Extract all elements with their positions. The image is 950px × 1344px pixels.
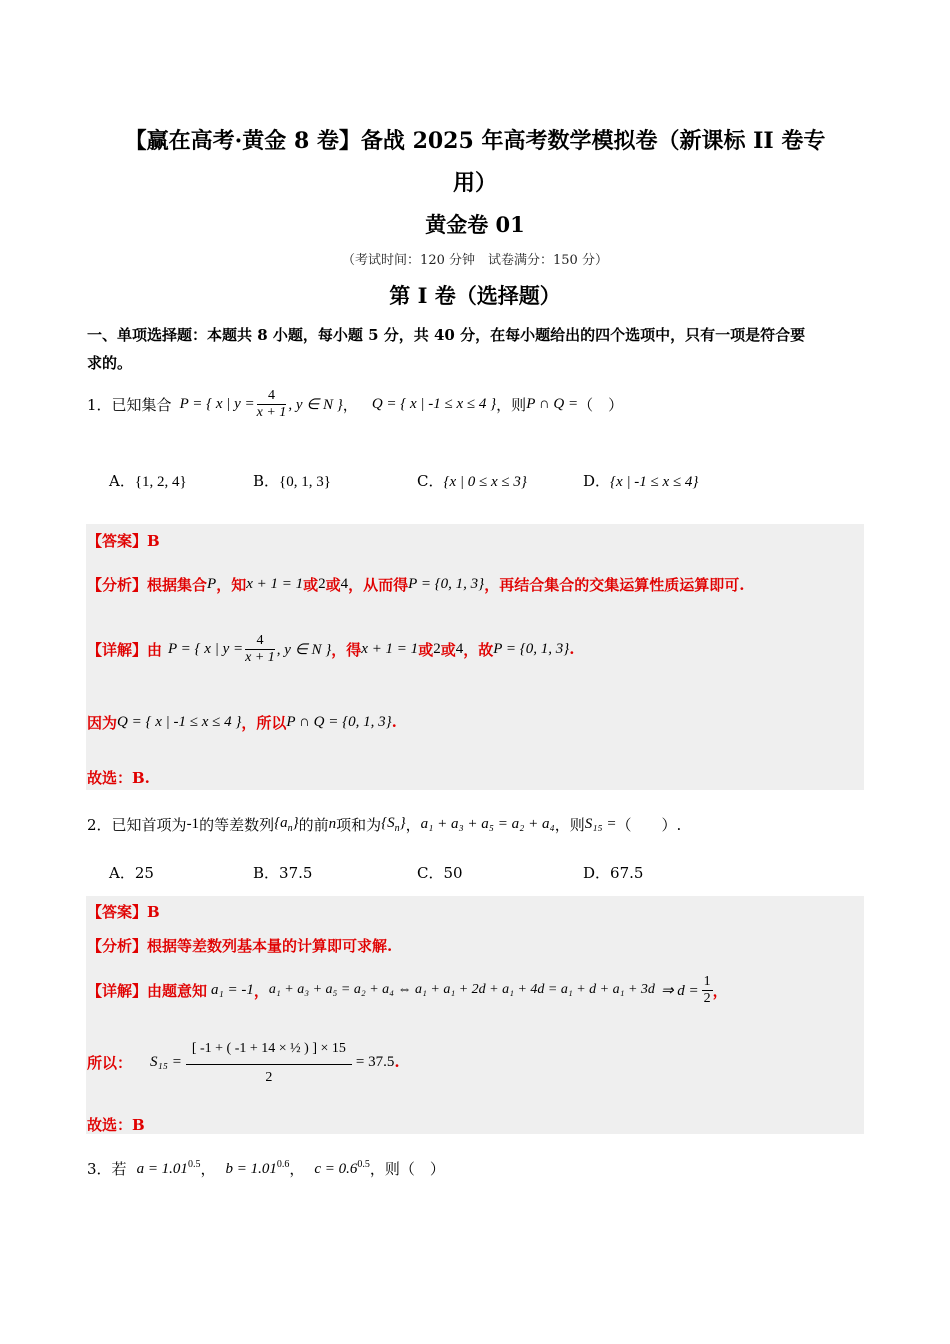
- q1-analysis-eq: x + 1 = 1: [246, 575, 304, 592]
- document-title-line1: 【赢在高考·黄金 8 卷】备战 2025 年高考数学模拟卷（新课标 II 卷专: [124, 128, 826, 154]
- q2-option-a[interactable]: [109, 862, 154, 883]
- q1-detail-tag: 【详解】: [87, 640, 148, 659]
- q2-sum-sub: n: [394, 822, 400, 834]
- q2-sum-end: }: [399, 814, 406, 831]
- q2-first: -1: [186, 815, 200, 832]
- q1-so-dot: .: [391, 713, 397, 731]
- q2-option-c[interactable]: [417, 862, 463, 883]
- q1-analysis-d: ，再结合集合的交集运算性质运算即可.: [484, 575, 745, 594]
- q3-sep1: ，: [200, 1159, 216, 1178]
- q2-detail-tag: 【详解】: [87, 981, 148, 1000]
- q1-because: [87, 704, 397, 740]
- q2-option-d-label: D．: [583, 864, 611, 882]
- q2-s15-dot: .: [394, 1053, 400, 1071]
- q1-detail-or1: 或: [418, 640, 434, 659]
- q2-option-b[interactable]: [253, 862, 312, 883]
- q1-expr: P ∩ Q =: [526, 395, 579, 412]
- q1-detail-2: 2: [433, 640, 441, 657]
- q1-because-q: Q = { x | -1 ≤ x ≤ 4 }: [117, 713, 242, 730]
- section-title: 第 I 卷（选择题）: [389, 283, 561, 308]
- q2-option-a-label: A．: [109, 864, 135, 882]
- q1-analysis-c: ，从而得: [348, 575, 409, 594]
- q1-analysis-4: 4: [340, 575, 349, 592]
- q3-b-exp: 0.6: [276, 1158, 290, 1170]
- q1-analysis-or1: 或: [303, 575, 319, 594]
- q2-seq-end: }: [292, 814, 299, 831]
- instructions-line1: 一、单项选择题：本题共 8 小题，每小题 5 分，共 40 分，在每小题给出的四个选项中，只有一项是符合要: [87, 326, 806, 344]
- instructions-line2: 求的。: [87, 354, 133, 372]
- q1-option-d-value: {x | -1 ≤ x ≤ 4}: [610, 474, 699, 490]
- q2-detail: [87, 968, 728, 1012]
- q1-option-b[interactable]: [253, 470, 331, 491]
- q2-detail-d-den: 2: [703, 990, 711, 1006]
- q2-sum: [381, 815, 406, 834]
- q1-detail-dot: .: [569, 640, 575, 658]
- q1-lead: 已知集合: [111, 395, 172, 414]
- q3-c-expr: [314, 1159, 370, 1178]
- q2-answer-box: [86, 896, 864, 1134]
- q3-number: 3．: [87, 1159, 112, 1178]
- q2-seq: [274, 815, 299, 834]
- question-3: [87, 1150, 445, 1186]
- document-subtitle: 黄金卷 01: [425, 212, 525, 237]
- q1-analysis-or2: 或: [325, 575, 341, 594]
- q2-target: S₁₅ =: [584, 815, 617, 832]
- exam-info: （考试时间：120 分钟 试卷满分：150 分）: [342, 253, 608, 268]
- question-2: [87, 806, 681, 842]
- q1-choose: 故选：B.: [87, 769, 150, 787]
- q3-c-exp: 0.5: [357, 1158, 370, 1170]
- q2-detail-end: ，: [712, 981, 728, 1000]
- q2-cond: a₁ + a₃ + a₅ = a₂ + a₄: [420, 815, 555, 832]
- q1-because-label: 因为: [87, 713, 118, 732]
- q2-e: ，: [405, 815, 421, 834]
- q1-set-q: Q = { x | -1 ≤ x ≤ 4 }: [371, 395, 497, 412]
- q2-paren: （ ）.: [616, 815, 682, 834]
- q1-frac-den: x + 1: [256, 404, 287, 420]
- q2-b: 的等差数列: [199, 815, 275, 834]
- document-title-line2: 用）: [452, 170, 497, 196]
- q1-option-c[interactable]: [417, 470, 527, 491]
- q1-option-d[interactable]: [583, 470, 698, 491]
- q2-detail-comma: ，: [253, 981, 269, 1000]
- q2-seq-a: {a: [274, 814, 288, 831]
- q1-analysis-a: 根据集合: [147, 575, 208, 594]
- q1-so-label: ，所以: [241, 713, 287, 732]
- q2-seq-sub: n: [287, 822, 293, 834]
- q3-a-expr: [137, 1159, 201, 1178]
- q1-detail-frac-den: x + 1: [245, 649, 275, 665]
- q2-option-c-label: C．: [417, 864, 444, 882]
- q2-s15-fraction: [186, 1034, 352, 1091]
- q1-number: 1．: [87, 395, 112, 414]
- q2-detail-a: 由题意知: [147, 981, 208, 1000]
- q1-detail-c: ，故: [463, 640, 494, 659]
- q3-tail: ，则（ ）: [369, 1159, 445, 1178]
- q1-answer-line: [87, 530, 160, 551]
- q1-option-c-label: C．: [417, 472, 444, 490]
- q3-c-base: c = 0.6: [314, 1160, 358, 1177]
- question-1: [87, 384, 623, 424]
- q2-n: n: [328, 815, 337, 832]
- q2-s15-num: [ -1 + ( -1 + 14 × ½ ) ] × 15: [186, 1034, 352, 1065]
- q1-detail-pset: P = {0, 1, 3}: [493, 640, 570, 657]
- q1-comma: ，: [342, 395, 358, 414]
- q2-s15: S₁₅ =: [150, 1053, 182, 1070]
- q1-detail-or2: 或: [440, 640, 456, 659]
- q2-number: 2．: [87, 815, 112, 834]
- q3-a: 若: [111, 1159, 127, 1178]
- q2-answer-tag: 【答案】: [87, 903, 148, 921]
- q3-a-exp: 0.5: [187, 1158, 201, 1170]
- q1-frac-num: 4: [257, 388, 287, 405]
- q1-option-b-value: {0, 1, 3}: [279, 474, 331, 490]
- q1-analysis-b: ，知: [216, 575, 247, 594]
- q1-detail: [87, 624, 574, 674]
- q1-analysis: [87, 566, 744, 602]
- q2-detail-a1: a₁ = -1: [211, 981, 254, 998]
- q2-detail-eq: a₁ + a₃ + a₅ = a₂ + a₄ ⇔ a₁ + a₁ + 2d + a₁ + 4d = a₁ + d + a₁ + 3d: [268, 982, 655, 997]
- q2-option-b-label: B．: [253, 864, 280, 882]
- q3-b-expr: [225, 1159, 289, 1178]
- q1-so-expr: P ∩ Q = {0, 1, 3}: [286, 713, 392, 730]
- q1-detail-eq: x + 1 = 1: [361, 640, 419, 657]
- q2-f: ，则: [554, 815, 585, 834]
- q2-detail-d-num: 1: [703, 973, 711, 989]
- q1-set-p-fraction: [257, 388, 287, 421]
- q1-analysis-2: 2: [318, 575, 326, 592]
- q1-answer-tag: 【答案】: [87, 532, 148, 550]
- q1-option-a-value: {1, 2, 4}: [134, 474, 187, 490]
- q1-option-b-label: B．: [253, 472, 280, 490]
- q1-option-a[interactable]: [109, 470, 187, 491]
- q2-option-d-value: 67.5: [610, 864, 644, 882]
- q1-option-c-value: {x | 0 ≤ x ≤ 3}: [443, 474, 527, 490]
- q2-option-c-value: 50: [443, 864, 463, 882]
- q2-so: [87, 1030, 400, 1094]
- q2-option-d[interactable]: [583, 862, 643, 883]
- q2-detail-d-fraction: [702, 974, 713, 1007]
- q1-detail-a: 由: [147, 640, 163, 659]
- q2-answer: B: [147, 903, 160, 921]
- q2-so-label: 所以：: [87, 1053, 133, 1072]
- q1-paren: （ ）: [578, 395, 624, 414]
- q1-detail-p-a: P = { x | y =: [168, 640, 244, 657]
- q3-sep2: ，: [289, 1159, 305, 1178]
- q2-analysis-text: 根据等差数列基本量的计算即可求解.: [147, 937, 393, 955]
- q1-set-p-a: P = { x | y =: [179, 395, 255, 412]
- q1-detail-b: ，得: [331, 640, 362, 659]
- q2-choose: 故选：B: [87, 1116, 145, 1134]
- q2-answer-line: [87, 901, 160, 922]
- q1-detail-frac-num: 4: [245, 633, 275, 650]
- q1-option-d-label: D．: [583, 472, 611, 490]
- q1-detail-p-b: , y ∈ N }: [276, 641, 332, 658]
- q1-option-a-label: A．: [109, 472, 135, 490]
- q2-analysis-tag: 【分析】: [87, 937, 148, 955]
- q1-analysis-p: P: [207, 575, 217, 592]
- q1-analysis-tag: 【分析】: [87, 575, 148, 594]
- q1-answer: B: [147, 532, 160, 550]
- q3-a-base: a = 1.01: [136, 1160, 188, 1177]
- q2-s15-result: = 37.5: [355, 1053, 395, 1070]
- q1-tail: ，则: [496, 395, 527, 414]
- q2-analysis: [87, 935, 392, 956]
- q1-set-p-b: , y ∈ N }: [288, 396, 343, 413]
- q1-analysis-pset: P = {0, 1, 3}: [408, 575, 485, 592]
- q2-s15-den: 2: [265, 1069, 273, 1085]
- q2-detail-imp: ⇒ d =: [660, 982, 699, 999]
- q1-detail-4: 4: [455, 640, 464, 657]
- q3-b-base: b = 1.01: [225, 1160, 277, 1177]
- q2-c: 的前: [298, 815, 329, 834]
- q2-option-a-value: 25: [134, 864, 154, 882]
- q2-option-b-value: 37.5: [279, 864, 313, 882]
- q2-a: 已知首项为: [111, 815, 187, 834]
- q1-detail-fraction: [245, 633, 275, 666]
- q2-d: 项和为: [336, 815, 382, 834]
- q2-sum-a: {S: [381, 814, 395, 831]
